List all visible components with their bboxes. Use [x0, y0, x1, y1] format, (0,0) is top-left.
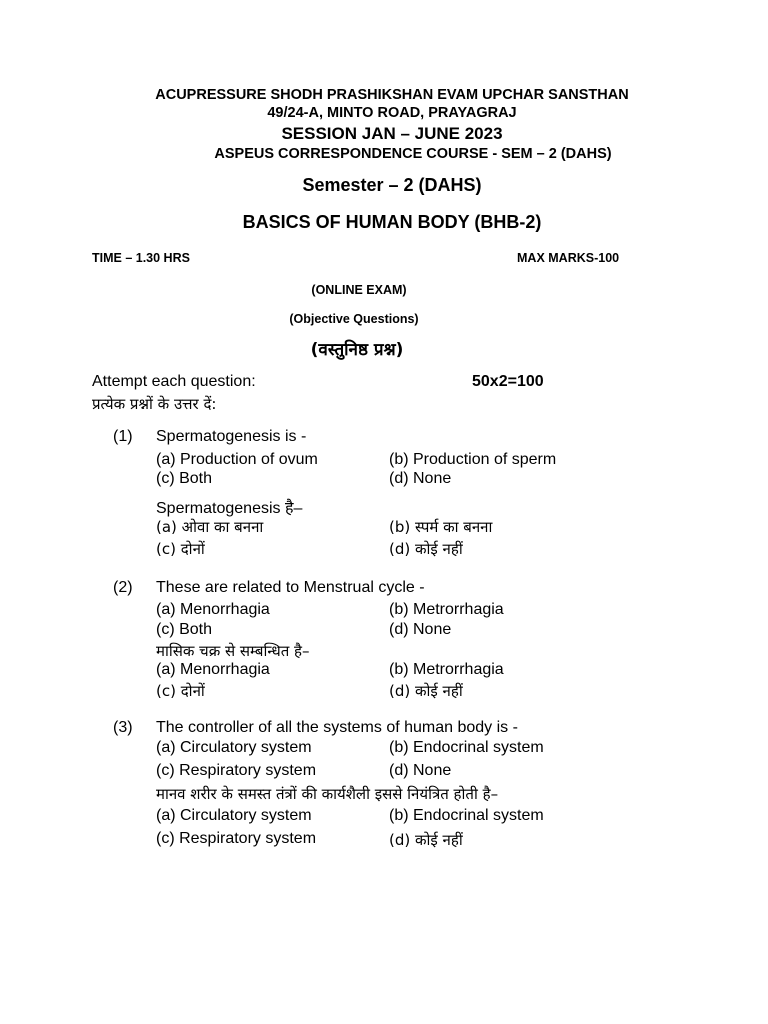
exam-mode: (ONLINE EXAM) [311, 283, 407, 297]
option-c-hi: (c) दोनों [156, 682, 205, 700]
option-b-en: (b) Metrorrhagia [389, 601, 504, 618]
question-number: (2) [113, 579, 133, 596]
option-a-en: (a) Menorrhagia [156, 601, 270, 618]
option-d-hi: (d) कोई नहीं [389, 831, 463, 849]
question-type-hi: (वस्तुनिष्ठ प्रश्न) [310, 340, 404, 360]
institute-address: 49/24-A, MINTO ROAD, PRAYAGRAJ [267, 105, 517, 121]
option-c-hi: (c) Respiratory system [156, 830, 317, 847]
option-c-hi: (c) दोनों [156, 540, 205, 558]
question-text-hi: मानव शरीर के समस्त तंत्रों की कार्यशैली इससे नियंत्रित होती है– [156, 785, 499, 803]
question-text-en: These are related to Menstrual cycle - [156, 579, 425, 596]
question-text-en: The controller of all the systems of human body is - [156, 719, 518, 736]
option-d-en: (d) None [389, 621, 452, 638]
option-b-hi: (b) Metrorrhagia [389, 661, 504, 678]
option-d-hi: (d) कोई नहीं [389, 682, 463, 700]
instruction-en: Attempt each question: [92, 373, 256, 390]
question-text-hi: मासिक चक्र से सम्बन्धित है– [156, 642, 310, 660]
option-a-hi: (a) Menorrhagia [156, 661, 270, 678]
semester-title: Semester – 2 (DAHS) [302, 175, 482, 195]
option-c-en: (c) Both [156, 621, 213, 638]
question-number: (3) [113, 719, 133, 736]
question-text-hi: Spermatogenesis है– [156, 500, 303, 517]
max-marks: MAX MARKS-100 [517, 251, 620, 265]
option-a-hi: (a) Circulatory system [156, 807, 312, 824]
option-b-en: (b) Endocrinal system [389, 739, 544, 756]
question-text-en: Spermatogenesis is - [156, 428, 307, 445]
subject-title: BASICS OF HUMAN BODY (BHB-2) [242, 212, 542, 232]
question-type-en: (Objective Questions) [289, 312, 419, 326]
option-a-hi: (a) ओवा का बनना [156, 518, 264, 536]
option-a-en: (a) Production of ovum [156, 451, 318, 468]
course-title: ASPEUS CORRESPONDENCE COURSE - SEM – 2 (DAHS) [214, 146, 612, 162]
option-b-hi: (b) स्पर्म का बनना [389, 518, 493, 536]
question-number: (1) [113, 428, 133, 445]
exam-time: TIME – 1.30 HRS [92, 251, 190, 265]
instruction-hi: प्रत्येक प्रश्नों के उत्तर दें: [92, 395, 217, 413]
option-b-en: (b) Production of sperm [389, 451, 557, 468]
option-d-en: (d) None [389, 762, 452, 779]
institute-name: ACUPRESSURE SHODH PRASHIKSHAN EVAM UPCHAR SANSTHAN [155, 87, 629, 103]
option-c-en: (c) Respiratory system [156, 762, 317, 779]
option-d-en: (d) None [389, 470, 452, 487]
option-a-en: (a) Circulatory system [156, 739, 312, 756]
session-title: SESSION JAN – JUNE 2023 [281, 124, 503, 143]
option-d-hi: (d) कोई नहीं [389, 540, 463, 558]
scoring-scheme: 50x2=100 [472, 373, 544, 390]
option-c-en: (c) Both [156, 470, 213, 487]
option-b-hi: (b) Endocrinal system [389, 807, 544, 824]
